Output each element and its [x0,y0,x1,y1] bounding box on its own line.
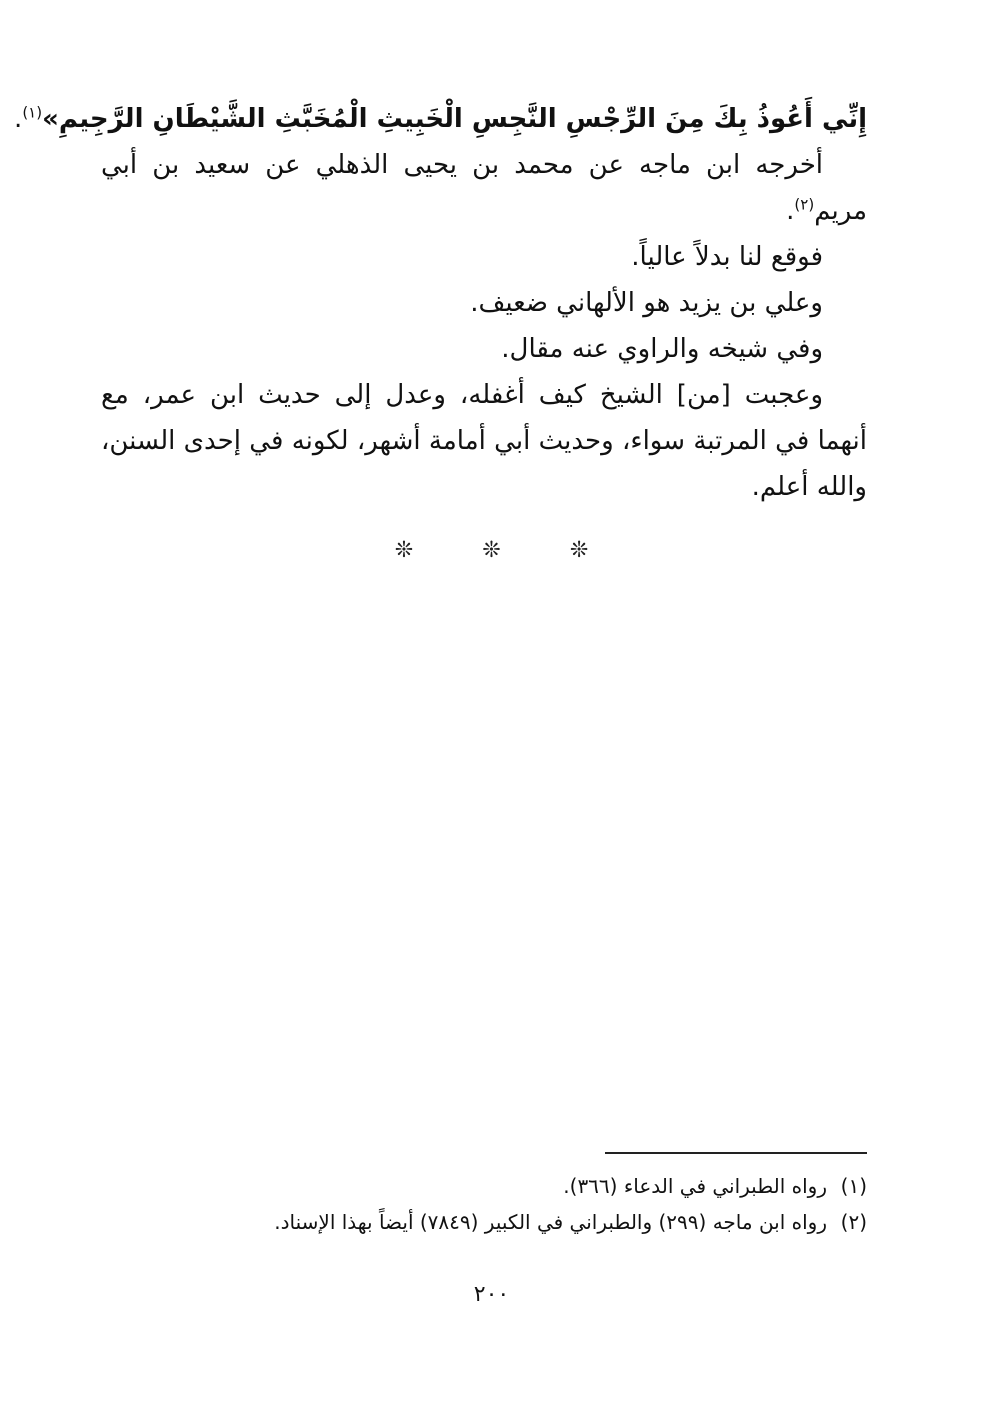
star-ornament-icon: ❊ [482,538,501,563]
paragraph-line-1: وعجبت [من] الشيخ كيف أغفله، وعدل إلى حديث ابن عمر، مع [101,380,823,410]
line-shaykh: وفي شيخه والراوي عنه مقال. [501,334,823,364]
takhrij-line-1: أخرجه ابن ماجه عن محمد بن يحيى الذهلي عن سعيد بن أبي [101,150,823,180]
line-badal: فوقع لنا بدلاً عالياً. [631,242,823,272]
footnote-text: رواه الطبراني في الدعاء (٣٦٦). [563,1174,827,1198]
paragraph-line-3: والله أعلم. [751,472,867,502]
footnotes [101,1168,867,1240]
footnote-ref-2[interactable]: (٢) [794,195,815,214]
hadith-line [14,96,867,142]
takhrij-word: مريم [814,196,867,226]
footnote-number: (١) [840,1174,867,1198]
page-number: ٢٠٠ [473,1282,510,1307]
main-text [14,96,867,510]
footnote-number: (٢) [840,1210,867,1234]
takhrij-end: . [786,196,795,226]
footnote-divider [605,1152,867,1154]
star-ornament-icon: ❊ [394,538,414,563]
takhrij-line-2 [101,188,867,234]
footnote-text: رواه ابن ماجه (٢٩٩) والطبراني في الكبير (٧٨٤٩) أيضاً بهذا الإسناد. [274,1210,827,1234]
section-separator [0,538,983,563]
hadith-end: . [14,104,23,134]
footnote-ref-1[interactable]: (١) [22,103,43,122]
hadith-text: إِنِّي أَعُوذُ بِكَ مِنَ الرِّجْسِ النَّجِسِ الْخَبِيثِ الْمُخَبَّثِ الشَّيْطَانِ الرَّجِيمِ» [42,104,867,134]
footnote-2 [101,1204,867,1240]
paragraph-line-2: أنهما في المرتبة سواء، وحديث أبي أمامة أشهر، لكونه في إحدى السنن، [101,426,867,456]
star-ornament-icon: ❊ [569,538,589,563]
footnote-1 [101,1168,867,1204]
line-ali: وعلي بن يزيد هو الألهاني ضعيف. [470,288,823,318]
